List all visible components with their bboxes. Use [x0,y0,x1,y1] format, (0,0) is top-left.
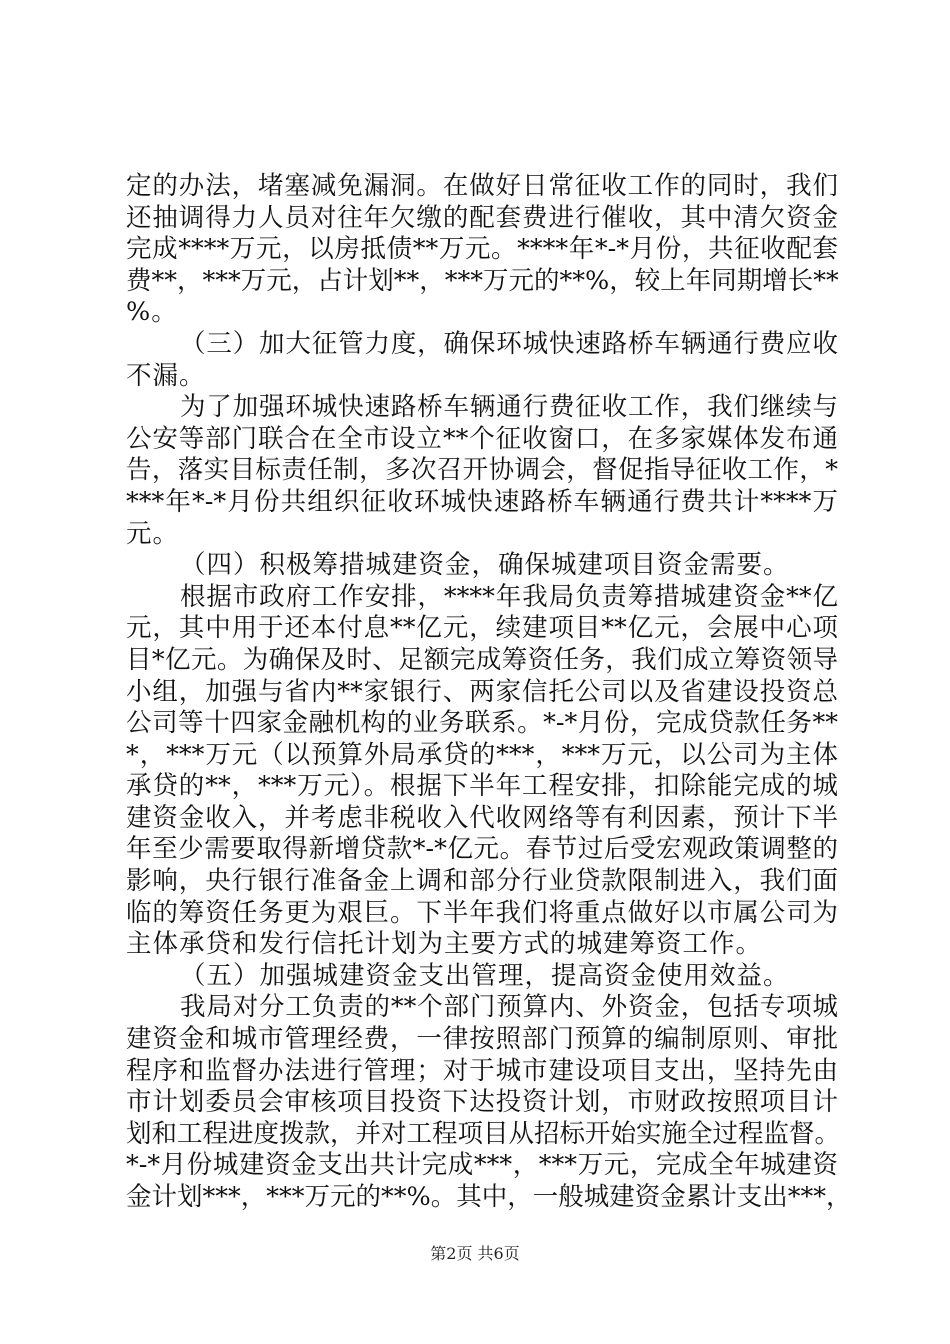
text-line: 完成****万元，以房抵债**万元。****年*-*月份，共征收配套 [126,234,838,265]
text-line: 建资金收入，并考虑非税收入代收网络等有利因素，预计下半 [126,802,838,833]
text-line: 承贷的**，***万元）。根据下半年工程安排，扣除能完成的城 [126,771,838,802]
text-line: 根据市政府工作安排，****年我局负责筹措城建资金**亿 [180,581,838,612]
text-line: 不漏。 [126,360,206,391]
text-line: 金计划***，***万元的**%。其中，一般城建资金累计支出***， [126,1182,852,1212]
text-line: （四）积极筹措城建资金，确保城建项目资金需要。 [180,550,790,581]
text-line: （三）加大征管力度，确保环城快速路桥车辆通行费应收 [180,328,838,359]
text-line: %。 [126,297,178,328]
text-line: 定的办法，堵塞减免漏洞。在做好日常征收工作的同时，我们 [126,171,838,201]
text-line: 还抽调得力人员对往年欠缴的配套费进行催收，其中清欠资金 [126,202,838,233]
text-line: 公司等十四家金融机构的业务联系。*-*月份，完成贷款任务** [126,708,838,739]
text-line: 划和工程进度拨款，并对工程项目从招标开始实施全过程监督。 [126,1118,841,1149]
text-line: 临的筹资任务更为艰巨。下半年我们将重点做好以市属公司为 [126,897,838,928]
text-line: 元，其中用于还本付息**亿元，续建项目**亿元，会展中心项 [126,613,838,644]
text-line: ***年*-*月份共组织征收环城快速路桥车辆通行费共计****万 [126,486,838,517]
body-text [126,171,852,1214]
text-line: 市计划委员会审核项目投资下达投资计划，市财政按照项目计 [126,1087,838,1118]
text-line: 影响，央行银行准备金上调和部分行业贷款限制进入，我们面 [126,866,838,897]
text-line: 我局对分工负责的**个部门预算内、外资金，包括专项城 [180,992,838,1023]
text-line: 元。 [126,518,180,549]
text-line: 程序和监督办法进行管理；对于城市建设项目支出，坚持先由 [126,1055,838,1086]
page-footer: 第2页 共6页 [430,1244,520,1263]
text-line: 费**，***万元，占计划**，***万元的**%，较上年同期增长** [126,265,839,296]
text-line: 主体承贷和发行信托计划为主要方式的城建筹资工作。 [126,929,763,960]
text-line: 年至少需要取得新增贷款*-*亿元。春节过后受宏观政策调整的 [126,834,838,865]
text-line: 建资金和城市管理经费，一律按照部门预算的编制原则、审批 [126,1024,838,1055]
text-line: 公安等部门联合在全市设立**个征收窗口，在多家媒体发布通 [126,423,838,454]
text-line: 为了加强环城快速路桥车辆通行费征收工作，我们继续与 [180,392,838,423]
text-line: 小组，加强与省内**家银行、两家信托公司以及省建设投资总 [126,676,838,707]
text-line: *-*月份城建资金支出共计完成***，***万元，完成全年城建资 [126,1150,838,1181]
text-line: *，***万元（以预算外局承贷的***，***万元，以公司为主体 [126,739,838,770]
text-line: 告，落实目标责任制，多次召开协调会，督促指导征收工作，* [126,455,838,486]
text-line: （五）加强城建资金支出管理，提高资金使用效益。 [180,960,790,991]
text-line: 目*亿元。为确保及时、足额完成筹资任务，我们成立筹资领导 [126,644,838,675]
